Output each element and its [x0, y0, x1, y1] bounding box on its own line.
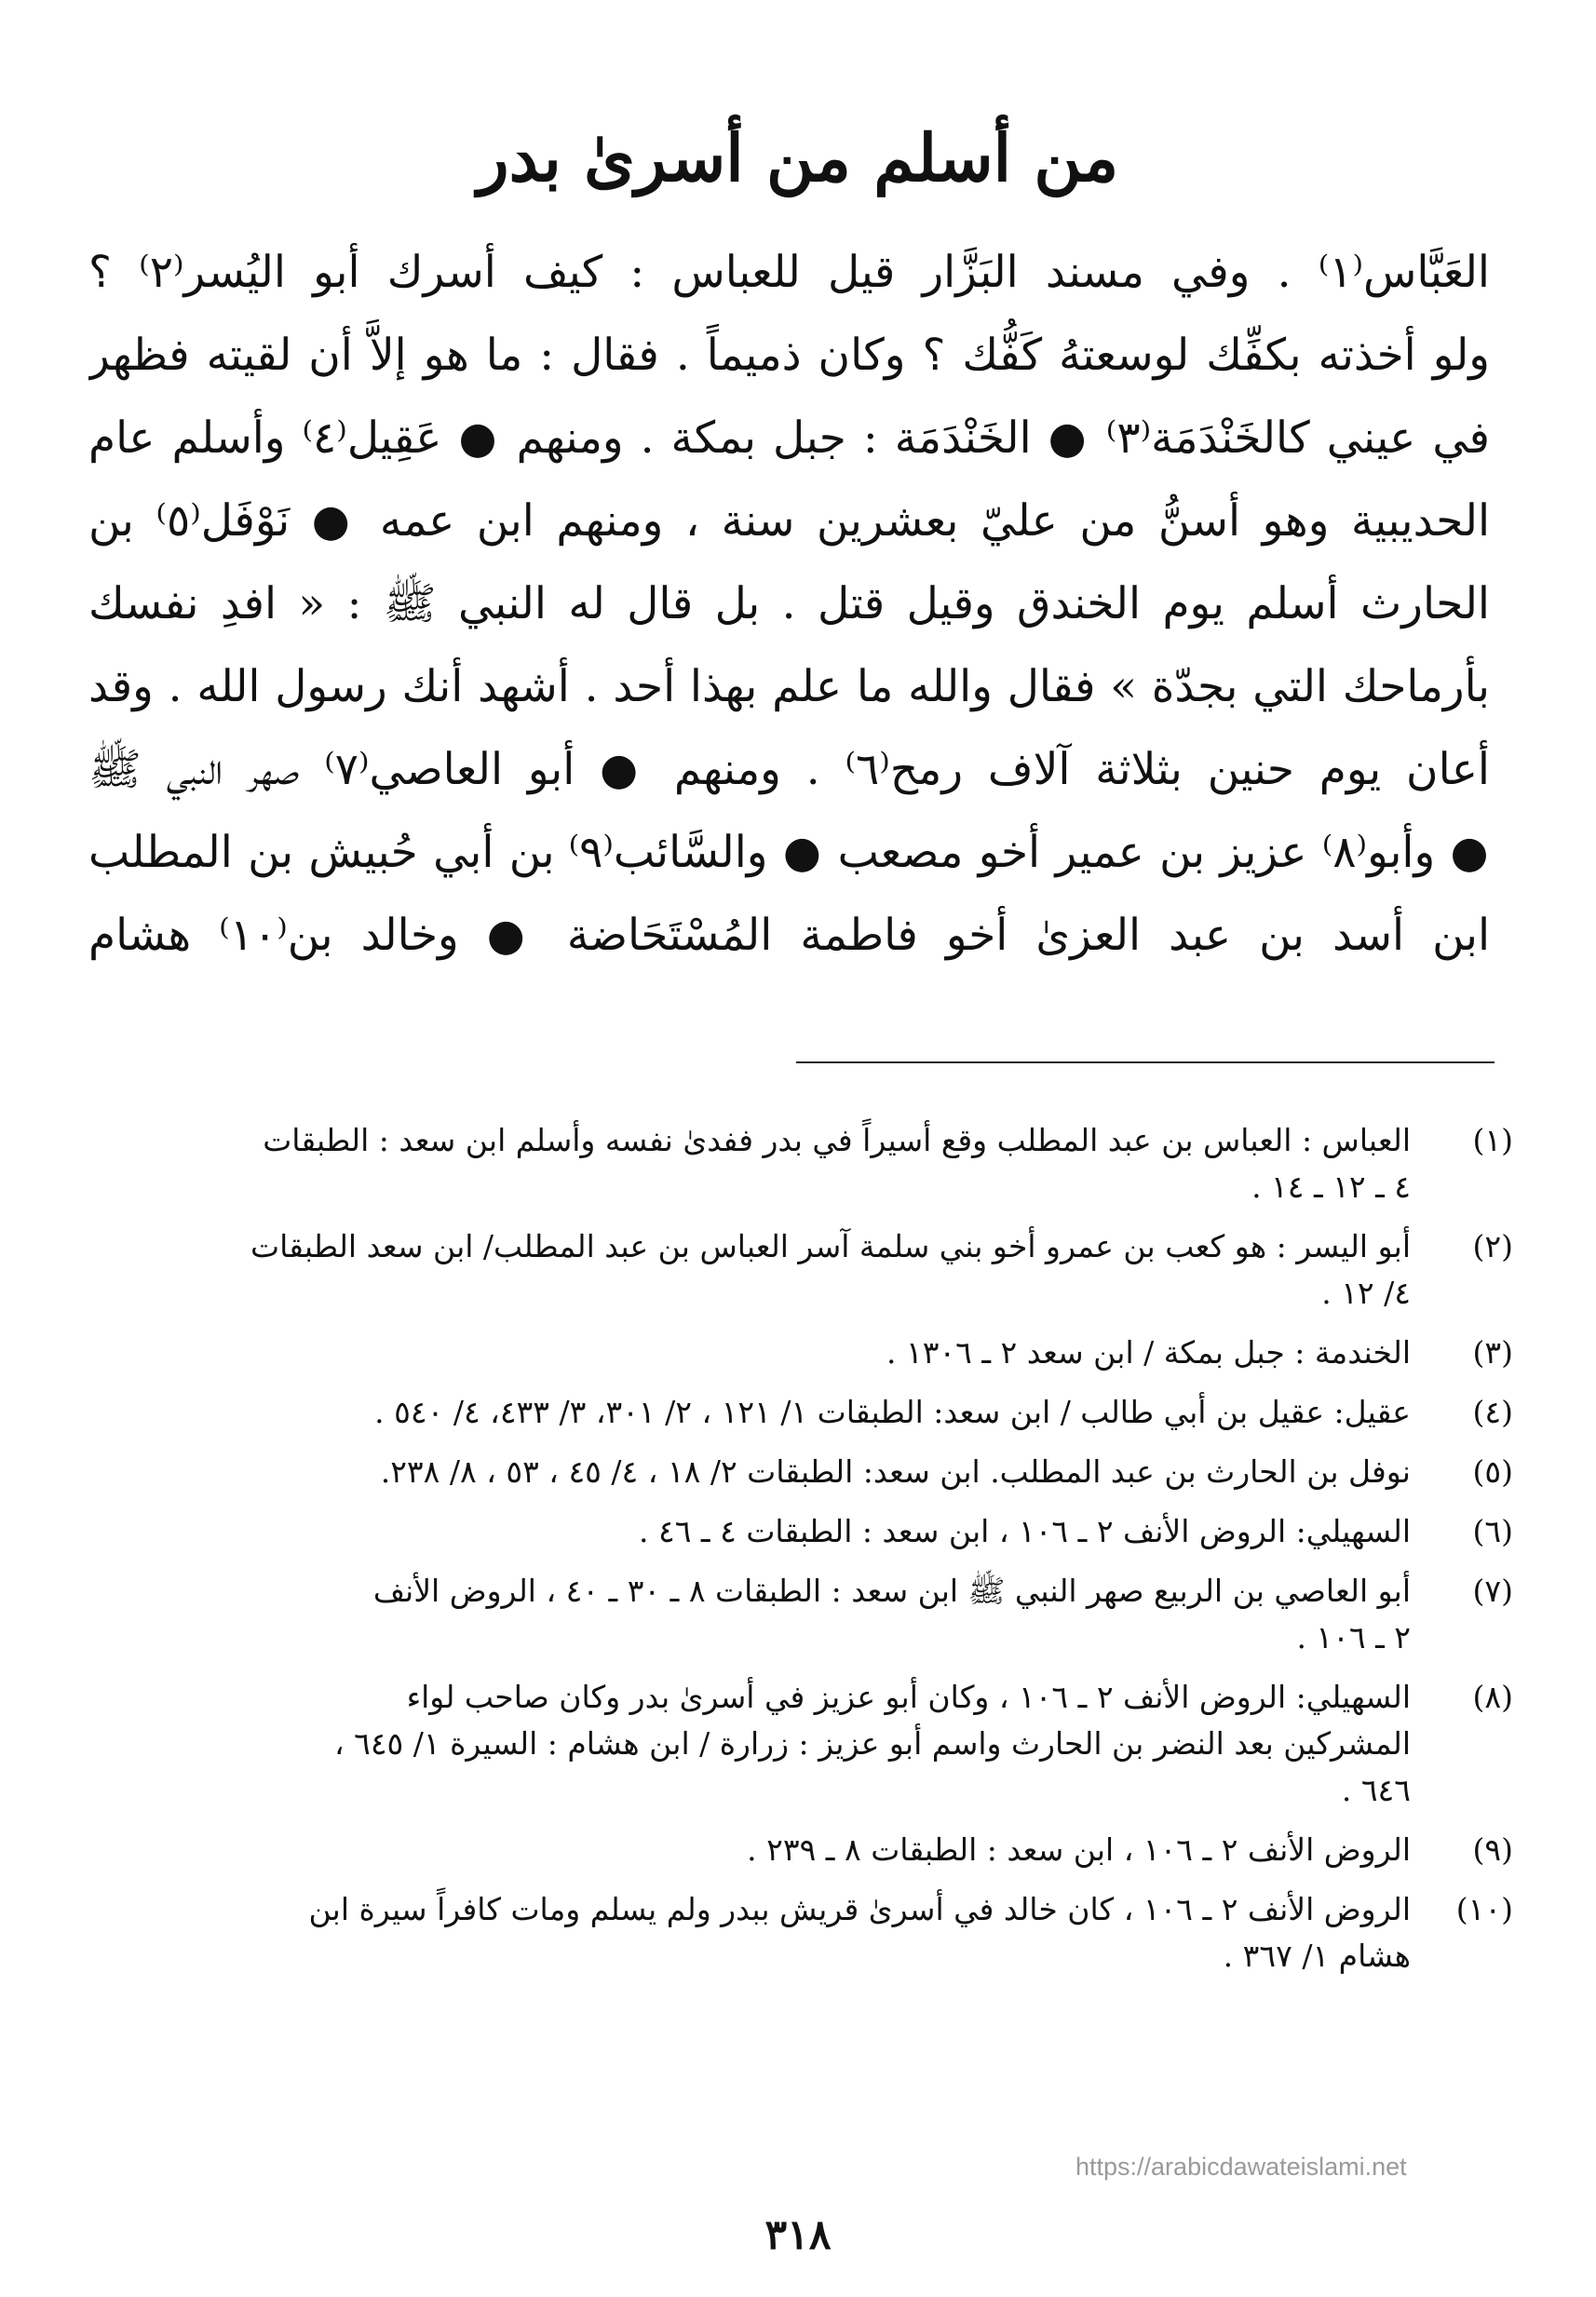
footnote-text: أبو اليسر : هو كعب بن عمرو أخو بني سلمة آسر العباس بن عبد المطلب/ ابن سعد الطبقات	[250, 1228, 1411, 1264]
footnote-number: (٢)	[1472, 1228, 1513, 1264]
body-line: أعان يوم حنين بثلاثة آلاف رمح⁽٦⁾ . ومنهم ● أبو العاصي⁽٧⁾ صهر النبي ﷺ	[88, 744, 1490, 795]
footnote	[93, 1223, 1513, 1317]
footnote	[93, 1568, 1513, 1661]
footnote-text: المشركين بعد النضر بن الحارث واسم أبو عزيز : زرارة / ابن هشام : السيرة ١/ ٦٤٥ ،	[333, 1725, 1411, 1762]
watermark-url: https://arabicdawateislami.net	[1075, 2153, 1407, 2181]
footnote-number: (٦)	[1472, 1513, 1513, 1549]
footnote-text: الروض الأنف ٢ ـ ١٠٦ ، كان خالد في أسرىٰ قريش ببدر ولم يسلم ومات كافراً سيرة ابن	[308, 1891, 1411, 1927]
footnote	[93, 1886, 1513, 1979]
footnote-separator	[796, 1061, 1495, 1063]
footnote-number: (٣)	[1472, 1334, 1513, 1371]
footnote-text: العباس : العباس بن عبد المطلب وقع أسيراً في بدر ففدىٰ نفسه وأسلم ابن سعد : الطبقات	[263, 1122, 1411, 1158]
footnote-number: (٥)	[1472, 1453, 1513, 1490]
footnote-text: هشام ١/ ٣٦٧ .	[1223, 1938, 1411, 1974]
footnote-text: عقيل: عقيل بن أبي طالب / ابن سعد: الطبقات ١/ ١٢١ ، ٢/ ٣٠١، ٣/ ٤٣٣، ٤/ ٥٤٠ .	[374, 1394, 1411, 1430]
body-line: في عيني كالخَنْدَمَة⁽٣⁾ ● الخَنْدَمَة : جبل بمكة . ومنهم ● عَقِيل⁽٤⁾ وأسلم عام	[88, 412, 1490, 464]
footnote-text: السهيلي: الروض الأنف ٢ ـ ١٠٦ ، ابن سعد : الطبقات ٤ ـ ٤٦ .	[639, 1513, 1411, 1549]
footnote-number: (١٠)	[1455, 1891, 1513, 1927]
footnote-number: (٧)	[1472, 1573, 1513, 1609]
footnote	[93, 1449, 1513, 1495]
footnote	[93, 1508, 1513, 1555]
footnote-number: (٤)	[1472, 1394, 1513, 1430]
body-line: الحارث أسلم يوم الخندق وقيل قتل . بل قال له النبي ﷺ : « افدِ نفسك	[88, 578, 1490, 629]
footnote-text: السهيلي: الروض الأنف ٢ ـ ١٠٦ ، وكان أبو عزيز في أسرىٰ بدر وكان صاحب لواء	[406, 1679, 1411, 1715]
footnote-text: ٦٤٦ .	[1341, 1772, 1411, 1808]
footnote	[93, 1674, 1513, 1814]
footnote-number: (١)	[1472, 1122, 1513, 1158]
footnote-text: الروض الأنف ٢ ـ ١٠٦ ، ابن سعد : الطبقات ٨ ـ ٢٣٩ .	[747, 1831, 1411, 1868]
page-number: ٣١٨	[764, 2211, 832, 2259]
footnote-text: الخندمة : جبل بمكة / ابن سعد ٢ ـ ١٣٠٦ .	[886, 1334, 1411, 1371]
body-line: الحديبية وهو أسنُّ من عليّ بعشرين سنة ، ومنهم ابن عمه ● نَوْفَل⁽٥⁾ بن	[88, 495, 1490, 547]
body-line: بأرماحك التي بجدّة » فقال والله ما علم بهذا أحد . أشهد أنك رسول الله . وقد	[88, 661, 1490, 712]
footnote	[93, 1117, 1513, 1210]
footnote-text: أبو العاصي بن الربيع صهر النبي ﷺ ابن سعد : الطبقات ٨ ـ ٣٠ ـ ٤٠ ، الروض الأنف	[372, 1573, 1411, 1609]
footnote	[93, 1389, 1513, 1436]
page-title: من أسلم من أسرىٰ بدر	[477, 119, 1119, 196]
footnote-number: (٨)	[1472, 1679, 1513, 1715]
body-line: العَبَّاس⁽١⁾ . وفي مسند البَزَّار قيل للعباس : كيف أسرك أبو اليُسر⁽٢⁾ ؟	[88, 247, 1490, 298]
footnote	[93, 1827, 1513, 1873]
footnote-number: (٩)	[1472, 1831, 1513, 1868]
body-line: ولو أخذته بكفِّك لوسعتهُ كَفُّك ؟ وكان ذميماً . فقال : ما هو إلاَّ أن لقيته فظهر	[88, 330, 1490, 381]
footnote	[93, 1330, 1513, 1376]
main-text	[88, 231, 1490, 977]
body-line: ابن أسد بن عبد العزىٰ أخو فاطمة المُسْتَحَاضة ● وخالد بن⁽١٠⁾ هشام	[88, 910, 1490, 961]
footnote-text: نوفل بن الحارث بن عبد المطلب. ابن سعد: الطبقات ٢/ ١٨ ، ٤/ ٤٥ ، ٥٣ ، ٨/ ٢٣٨.	[380, 1453, 1411, 1490]
footnote-text: ٤/ ١٢ .	[1321, 1275, 1411, 1311]
footnotes	[93, 1117, 1513, 1993]
footnote-text: ٢ ـ ١٠٦ .	[1296, 1619, 1411, 1655]
footnote-text: ٤ ـ ١٢ ـ ١٤ .	[1251, 1169, 1411, 1205]
body-line: ● وأبو⁽٨⁾ عزيز بن عمير أخو مصعب ● والسَّائب⁽٩⁾ بن أبي حُبيش بن المطلب	[88, 827, 1490, 878]
